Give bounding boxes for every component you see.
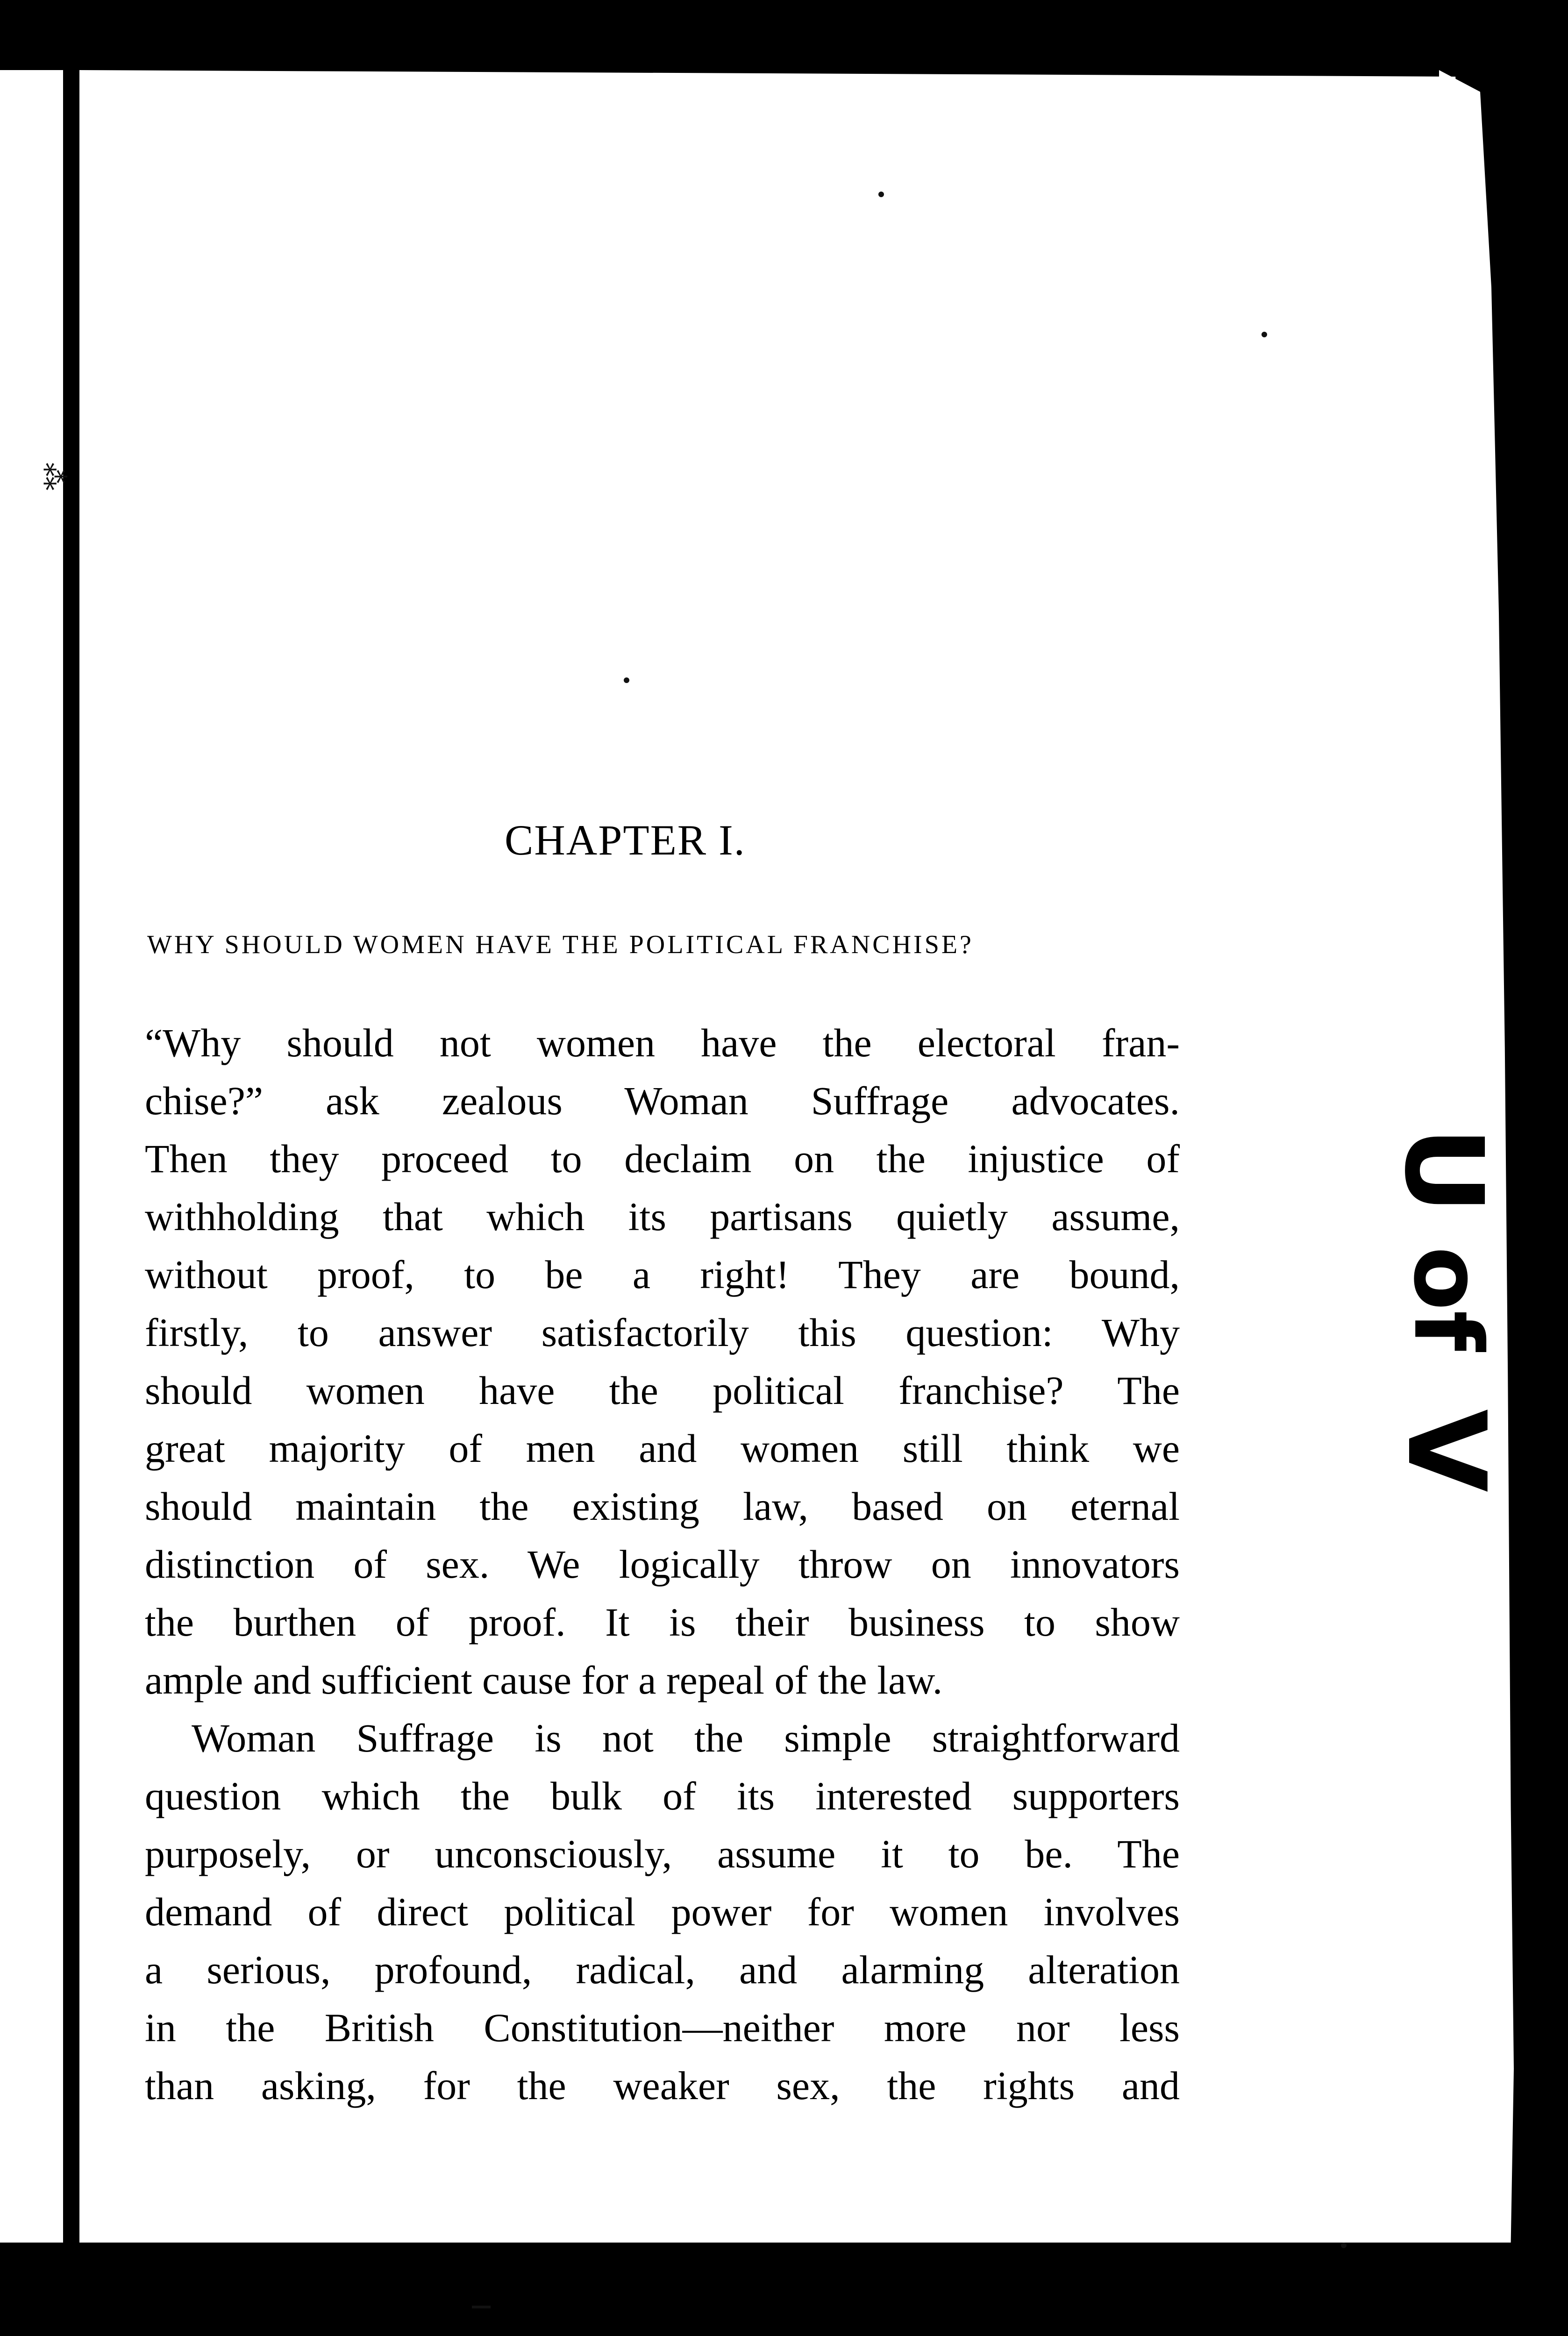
- text-line: than asking, for the weaker sex, the rights and: [145, 2063, 1180, 2108]
- text-line: “Why should not women have the electoral fran-: [145, 1020, 1180, 1065]
- scan-speck: [1341, 2243, 1347, 2248]
- text-line: firstly, to answer satisfactorily this question: Why: [145, 1310, 1180, 1355]
- scan-speck: [878, 192, 884, 197]
- stamp-letter-u: U: [1381, 1126, 1506, 1214]
- stamp-letter-v: V: [1383, 1409, 1509, 1493]
- text-line: purposely, or unconsciously, assume it to be. The: [145, 1831, 1180, 1876]
- text-line: withholding that which its partisans quietly assume,: [145, 1194, 1180, 1239]
- text-line: distinction of sex. We logically throw on innovators: [145, 1542, 1180, 1587]
- library-stamp: [1381, 1098, 1509, 1518]
- text-line: Woman Suffrage is not the simple straightforward: [192, 1716, 1180, 1760]
- scan-speck: [624, 677, 629, 683]
- text-line: should women have the political franchise? The: [145, 1368, 1180, 1413]
- binding-strip: [0, 70, 70, 2243]
- chapter-subtitle: WHY SHOULD WOMEN HAVE THE POLITICAL FRANCHISE?: [147, 930, 974, 959]
- chapter-heading: CHAPTER I.: [505, 816, 746, 864]
- text-line: ample and sufficient cause for a repeal of the law.: [145, 1658, 943, 1702]
- binding-mark: ⁂: [37, 463, 70, 491]
- text-line: the burthen of proof. It is their business to show: [145, 1600, 1180, 1645]
- text-line: demand of direct political power for women involves: [145, 1889, 1180, 1934]
- text-line: should maintain the existing law, based on eternal: [145, 1484, 1180, 1529]
- text-line: without proof, to be a right! They are bound,: [145, 1252, 1180, 1297]
- body-text: [145, 1014, 1180, 2115]
- text-line: in the British Constitution—neither more nor less: [145, 2005, 1180, 2050]
- stamp-letter-of: of: [1393, 1246, 1502, 1352]
- text-line: Then they proceed to declaim on the injustice of: [145, 1136, 1180, 1181]
- text-line: great majority of men and women still think we: [145, 1426, 1180, 1471]
- scan-speck: [472, 2306, 491, 2308]
- text-line: chise?” ask zealous Woman Suffrage advocates.: [145, 1078, 1180, 1123]
- scan-speck: [1262, 332, 1267, 337]
- text-line: a serious, profound, radical, and alarming alteration: [145, 1947, 1180, 1992]
- text-line: question which the bulk of its interested supporters: [145, 1773, 1180, 1818]
